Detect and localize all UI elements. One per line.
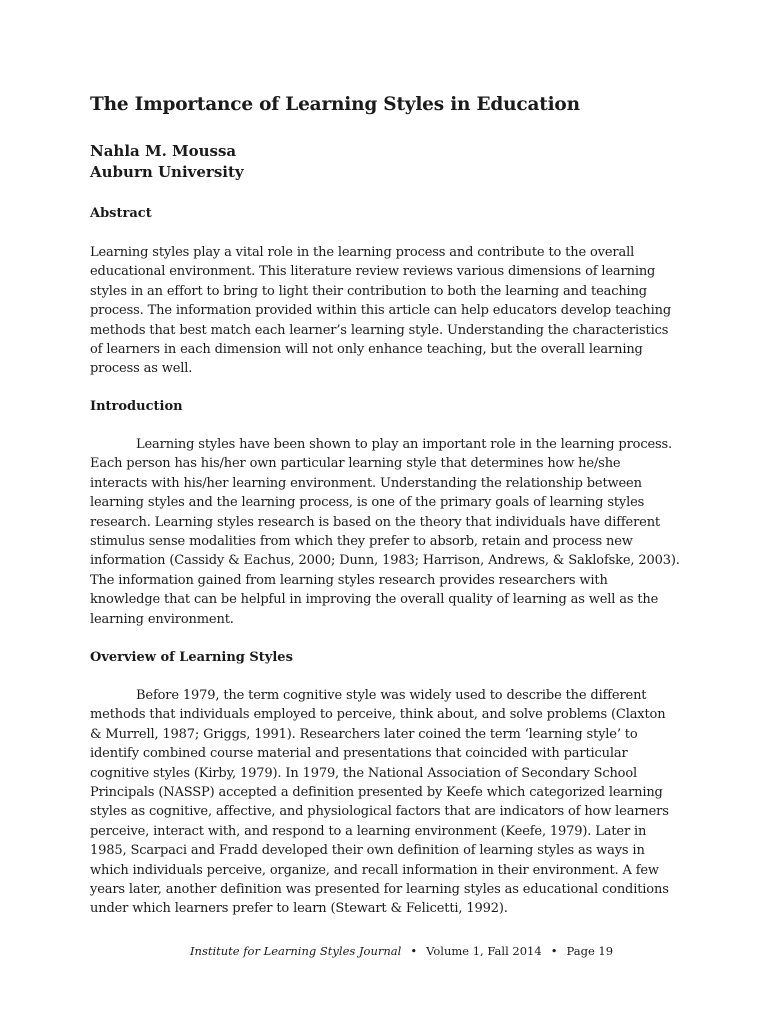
paper-title: The Importance of Learning Styles in Education bbox=[90, 94, 580, 115]
introduction-text: Learning styles have been shown to play an important role in the learning process. Each person has his/her own particular learning style that determines how he/she interacts with his/her learning environment. Understanding the relationship between learning styles and the learning process, is one of the primary goals of learning styles research. Learning styles research is based on the theory that individuals have different stimulus sense modalities from which they prefer to absorb, retain and process new information (Cassidy & Eachus, 2000; Dunn, 1983; Harrison, Andrews, & Saklofske, 2003). The information gained from learning styles research provides researchers with knowledge that can be helpful in improving the overall quality of learning as well as the learning environment. bbox=[90, 437, 680, 627]
page-footer bbox=[190, 944, 613, 958]
overview-heading: Overview of Learning Styles bbox=[90, 650, 293, 665]
footer-journal: Institute for Learning Styles Journal bbox=[190, 944, 402, 958]
footer-bullet-1: • bbox=[410, 944, 418, 958]
document-page bbox=[90, 0, 680, 1024]
footer-bullet-2: • bbox=[550, 944, 558, 958]
abstract-heading: Abstract bbox=[90, 206, 152, 221]
overview-text: Before 1979, the term cognitive style was widely used to describe the different methods that individuals employed to perceive, think about, and solve problems (Claxton & Murrell, 1987; Griggs, 1991). Researchers later coined the term ‘learning style’ to identify combined course material and presentations that coincided with particular cognitive styles (Kirby, 1979). In 1979, the National Association of Secondary School Principals (NASSP) accepted a definition presented by Keefe which categorized learning styles as cognitive, affective, and physiological factors that are indicators of how learners perceive, interact with, and respond to a learning environment (Keefe, 1979). Later in 1985, Scarpaci and Fradd developed their own definition of learning styles as ways in which individuals perceive, organize, and recall information in their environment. A few years later, another definition was presented for learning styles as educational conditions under which learners prefer to learn (Stewart & Felicetti, 1992). bbox=[90, 688, 669, 917]
footer-volume: Volume 1, Fall 2014 bbox=[426, 944, 542, 958]
author-name: Nahla M. Moussa bbox=[90, 142, 237, 160]
abstract-text: Learning styles play a vital role in the learning process and contribute to the overall educational environment. This literature review reviews various dimensions of learning styles in an effort to bring to light their contribution to both the learning and teaching process. The information provided within this article can help educators develop teaching methods that best match each learner’s learning style. Understanding the characteristics of learners in each dimension will not only enhance teaching, but the overall learning process as well. bbox=[90, 245, 672, 377]
author-affiliation: Auburn University bbox=[90, 163, 244, 181]
footer-page-number: Page 19 bbox=[566, 944, 614, 958]
introduction-heading: Introduction bbox=[90, 399, 183, 414]
